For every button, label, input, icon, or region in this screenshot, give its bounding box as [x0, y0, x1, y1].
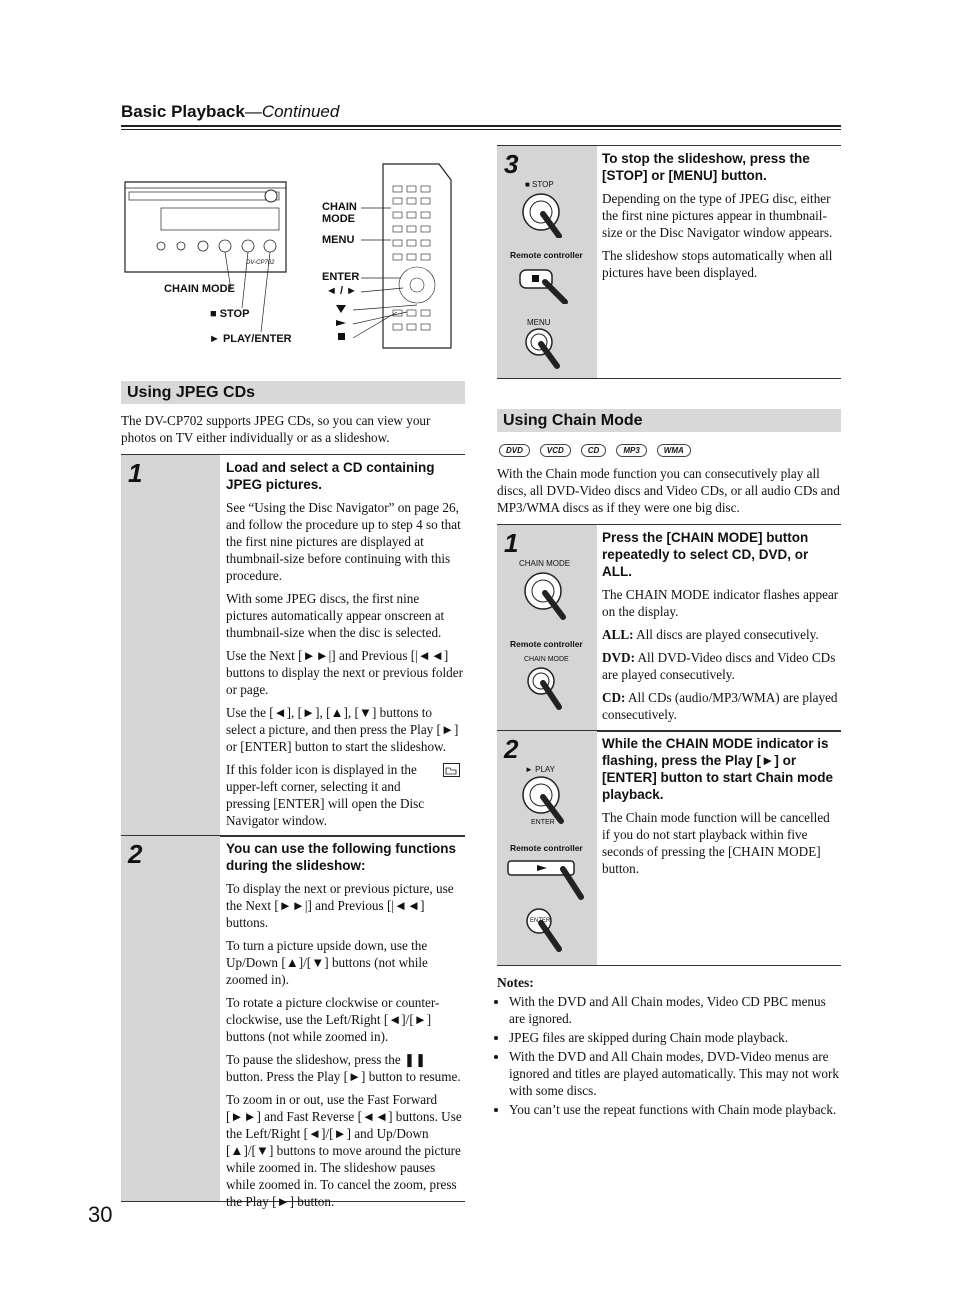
label-chain-mode-player: CHAIN MODE [164, 283, 235, 295]
remote-play-button-icon [507, 857, 591, 903]
enter-button-icon [525, 905, 573, 955]
menu-button-icon [521, 326, 569, 374]
chain-intro: With the Chain mode function you can consecutively play all discs, all DVD-Video discs and Video CDs, or all audio CDs and MP3/WMA discs as if they were one big disc. [497, 466, 840, 515]
badge-wma: WMA [657, 444, 691, 457]
step-heading: Load and select a CD containing JPEG pictures. [226, 460, 435, 492]
jpeg-intro: The DV-CP702 supports JPEG CDs, so you can view your photos on TV either individually or as a slideshow. [121, 413, 431, 445]
step-paragraph: Use the Next [►►|] and Previous [|◄◄] buttons to display the next or previous folder or page. [226, 648, 463, 697]
step-paragraph: Depending on the type of JPEG disc, either the first nine pictures appear in thumbnail-size or the Disc Navigator window appears. [602, 191, 833, 240]
step-paragraph: To display the next or previous picture, use the Next [►►|] and Previous [|◄◄] buttons. [226, 881, 454, 930]
jpeg-step-1 [121, 454, 465, 837]
note-item: • With the DVD and All Chain modes, Video CD PBC menus are ignored. [509, 993, 841, 1027]
header-rule [121, 125, 841, 127]
chain-mode-button-icon [521, 569, 573, 621]
step-heading: To stop the slideshow, press the [STOP] or [MENU] button. [602, 151, 810, 183]
note-item: • With the DVD and All Chain modes, DVD-Video menus are ignored and titles are played automatically. This may not work with some discs. [509, 1048, 841, 1099]
header-rule-thin [121, 129, 841, 130]
menu-button-label: MENU [527, 318, 551, 327]
device-illustration [121, 160, 466, 355]
page-number: 30 [88, 1202, 113, 1227]
step-paragraph: If this folder icon is displayed in the upper-left corner, selecting it and pressing [ENTER] will open the Disc Navigator window. [226, 762, 425, 828]
header-title: Basic Playback [121, 102, 245, 121]
play-button-icon [519, 773, 571, 825]
chain-option-all: ALL: All discs are played consecutively. [602, 627, 819, 642]
chain-option-dvd: DVD: All DVD-Video discs and Video CDs are played consecutively. [602, 650, 836, 682]
stop-button-label: ■ STOP [525, 180, 554, 189]
badge-vcd: VCD [540, 444, 571, 457]
step-paragraph: To zoom in or out, use the Fast Forward [►►] and Fast Reverse [◄◄] buttons. Use the Left/Right [◄]/[►] and Up/Down [▲]/[▼] buttons to move around the picture while zoomed in. The slideshow pauses while zoomed in. To cancel the zoom, press the Play [►] button. [226, 1092, 462, 1209]
step-paragraph: To pause the slideshow, press the ❚❚ button. Press the Play [►] button to resume. [226, 1052, 461, 1084]
label-chain-mode-remote: CHAIN MODE [322, 201, 357, 225]
step-heading: You can use the following functions during the slideshow: [226, 841, 457, 873]
step-number: 3 [504, 149, 519, 179]
step-number: 1 [504, 528, 519, 558]
step-paragraph: The slideshow stops automatically when all pictures have been displayed. [602, 248, 833, 280]
remote-chain-mode-label: CHAIN MODE [524, 656, 569, 663]
note-item: • You can’t use the repeat functions with Chain mode playback. [509, 1101, 841, 1118]
step-heading: Press the [CHAIN MODE] button repeatedly to select CD, DVD, or ALL. [602, 530, 809, 579]
section-title-chain: Using Chain Mode [497, 409, 841, 432]
remote-controller-label: Remote controller [510, 250, 583, 260]
jpeg-step-3 [497, 145, 841, 379]
enter-label: ENTER [531, 819, 555, 826]
badge-cd: CD [581, 444, 607, 457]
disc-type-badges [499, 440, 839, 458]
step-paragraph: See “Using the Disc Navigator” on page 26, and follow the procedure up to step 4 so that the first nine pictures are displayed at thumbnail-size before continuing with this procedure. [226, 500, 461, 583]
chain-step-2 [497, 730, 841, 966]
player-model-label: DV-CP702 [246, 260, 275, 266]
enter-button-text: ENTER [530, 918, 551, 924]
chain-option-cd: CD: All CDs (audio/MP3/WMA) are played consecutively. [602, 690, 838, 722]
device-figure [121, 160, 466, 355]
page-header [121, 102, 841, 122]
chain-mode-button-label: CHAIN MODE [519, 559, 571, 568]
section-title-jpeg: Using JPEG CDs [121, 381, 465, 404]
label-left-right: ◄ / ► [326, 285, 357, 297]
label-menu: MENU [322, 234, 355, 246]
step-paragraph: The Chain mode function will be cancelled if you do not start playback within five seconds of pressing the [CHAIN MODE] button. [602, 810, 830, 876]
step-heading: While the CHAIN MODE indicator is flashing, press the Play [►] or [ENTER] button to start Chain mode playback. [602, 736, 833, 802]
remote-controller-label: Remote controller [510, 639, 583, 649]
remote-controller-label: Remote controller [510, 843, 583, 853]
chain-step-1 [497, 524, 841, 732]
step-number: 1 [128, 458, 143, 488]
badge-mp3: MP3 [616, 444, 646, 457]
step-paragraph: Use the [◄], [►], [▲], [▼] buttons to select a picture, and then press the Play [►] or [ENTER] button to start the slideshow. [226, 705, 459, 754]
step-number: 2 [128, 839, 143, 869]
step-paragraph: With some JPEG discs, the first nine pictures automatically appear onscreen at thumbnail-size when the disc is selected. [226, 591, 445, 640]
label-enter: ENTER [322, 271, 360, 283]
notes-title: Notes: [497, 975, 534, 990]
step-number: 2 [504, 734, 519, 764]
label-stop: ■ STOP [210, 308, 250, 320]
remote-stop-button-icon [519, 264, 573, 304]
label-play-enter: ► PLAY/ENTER [209, 333, 292, 345]
folder-icon [443, 763, 460, 777]
notes [497, 975, 841, 1120]
step-paragraph: The CHAIN MODE indicator flashes appear on the display. [602, 587, 839, 619]
header-continued: —Continued [244, 102, 340, 121]
stop-button-icon [519, 190, 567, 238]
remote-chain-mode-button-icon [525, 665, 573, 715]
step-paragraph: To rotate a picture clockwise or counter-clockwise, use the Left/Right [◄]/[►] buttons (not while zoomed in). [226, 995, 440, 1044]
badge-dvd: DVD [499, 444, 530, 457]
jpeg-step-2 [121, 835, 465, 1209]
play-button-label: ► PLAY [525, 765, 556, 774]
step-paragraph: To turn a picture upside down, use the Up/Down [▲]/[▼] buttons (not while zoomed in). [226, 938, 428, 987]
note-item: • JPEG files are skipped during Chain mode playback. [509, 1029, 841, 1046]
